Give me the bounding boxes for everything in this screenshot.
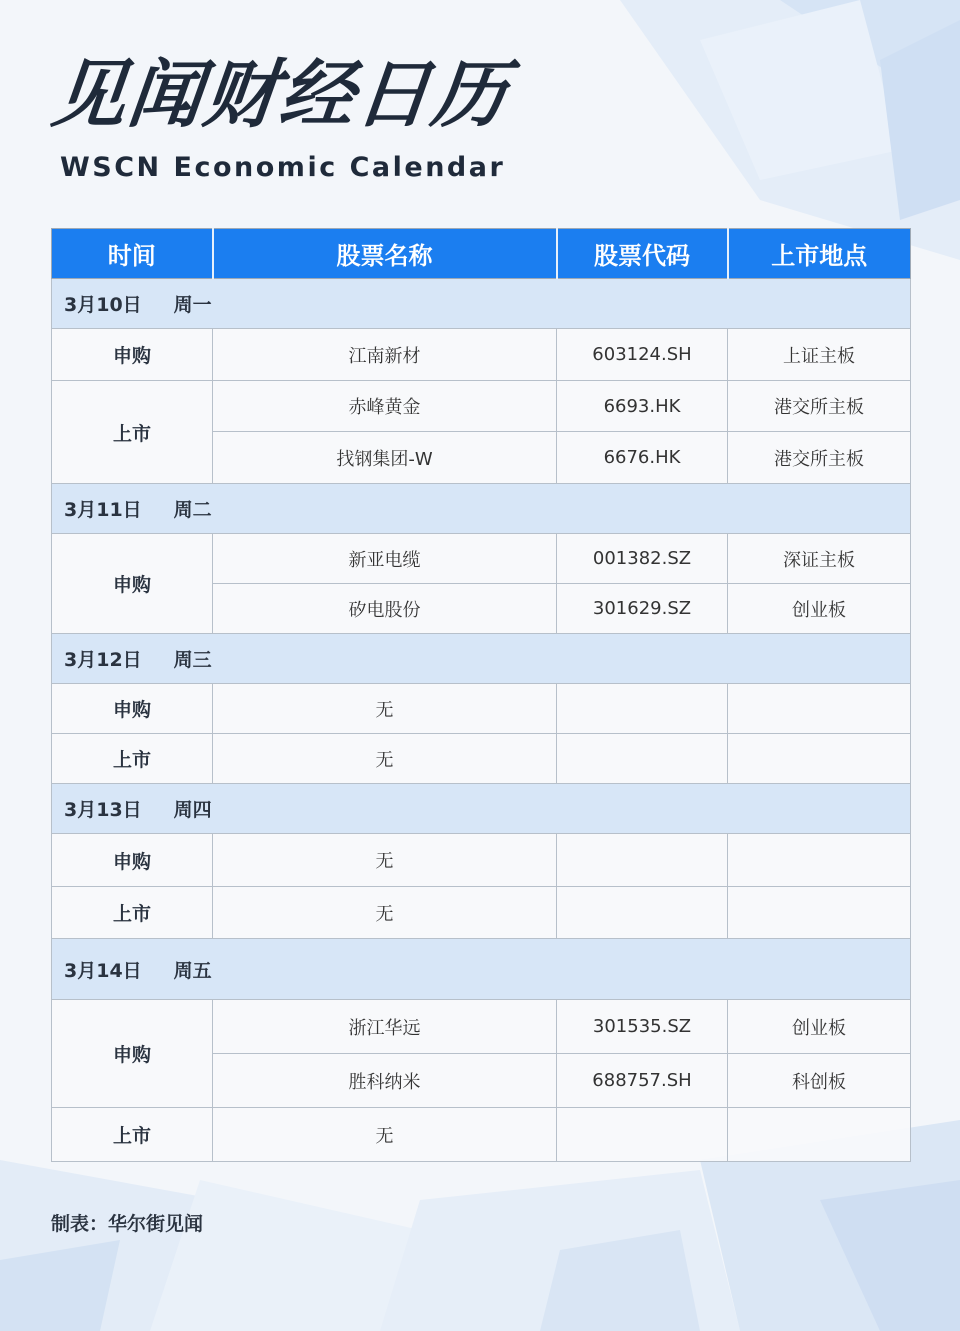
day-date: 3月10日 [64, 294, 142, 316]
day-header-cell [52, 634, 911, 684]
stock-name-cell: 无 [213, 684, 557, 734]
stock-code-cell [557, 887, 728, 939]
table-row [52, 381, 911, 432]
table-row [52, 734, 911, 784]
stock-name-cell: 胜科纳米 [213, 1054, 557, 1108]
stock-code-cell [557, 684, 728, 734]
table-body [52, 279, 911, 1162]
table-row [52, 534, 911, 584]
stock-code-cell [557, 734, 728, 784]
day-header-row [52, 939, 911, 1000]
table-row [52, 887, 911, 939]
column-header-stock-code: 股票代码 [557, 229, 728, 279]
event-type-cell: 上市 [52, 734, 213, 784]
table-row [52, 1108, 911, 1162]
stock-name-cell: 无 [213, 734, 557, 784]
day-header-row [52, 634, 911, 684]
page-subtitle: WSCN Economic Calendar [60, 152, 506, 183]
column-header-stock-name: 股票名称 [213, 229, 557, 279]
table-header-row [52, 229, 911, 279]
table-row [52, 834, 911, 887]
day-header-cell [52, 484, 911, 534]
ipo-calendar-table [51, 228, 911, 1162]
event-type-cell: 申购 [52, 329, 213, 381]
page-title: 见闻财经日历 [47, 52, 513, 138]
stock-code-cell: 6676.HK [557, 432, 728, 484]
stock-code-cell: 603124.SH [557, 329, 728, 381]
stock-name-cell: 浙江华远 [213, 1000, 557, 1054]
day-header-row [52, 784, 911, 834]
listing-venue-cell: 深证主板 [728, 534, 911, 584]
event-type-cell: 申购 [52, 534, 213, 634]
listing-venue-cell: 港交所主板 [728, 381, 911, 432]
listing-venue-cell: 港交所主板 [728, 432, 911, 484]
day-date: 3月11日 [64, 499, 142, 521]
listing-venue-cell [728, 684, 911, 734]
day-weekday: 周一 [173, 294, 212, 316]
listing-venue-cell [728, 1108, 911, 1162]
day-header-cell [52, 939, 911, 1000]
stock-code-cell: 6693.HK [557, 381, 728, 432]
event-type-cell: 上市 [52, 887, 213, 939]
day-weekday: 周二 [173, 499, 212, 521]
day-header-row [52, 279, 911, 329]
stock-code-cell: 301535.SZ [557, 1000, 728, 1054]
stock-name-cell: 找钢集团-W [213, 432, 557, 484]
stock-code-cell: 001382.SZ [557, 534, 728, 584]
column-header-time: 时间 [52, 229, 213, 279]
event-type-cell: 申购 [52, 684, 213, 734]
event-type-cell: 申购 [52, 1000, 213, 1108]
table-row [52, 1000, 911, 1054]
day-weekday: 周四 [173, 799, 212, 821]
day-date: 3月13日 [64, 799, 142, 821]
stock-code-cell [557, 834, 728, 887]
event-type-cell: 申购 [52, 834, 213, 887]
day-header-row [52, 484, 911, 534]
listing-venue-cell: 上证主板 [728, 329, 911, 381]
stock-code-cell: 688757.SH [557, 1054, 728, 1108]
table-row [52, 684, 911, 734]
stock-name-cell: 无 [213, 1108, 557, 1162]
stock-name-cell: 矽电股份 [213, 584, 557, 634]
stock-name-cell: 江南新材 [213, 329, 557, 381]
day-weekday: 周五 [173, 959, 212, 982]
stock-name-cell: 赤峰黄金 [213, 381, 557, 432]
listing-venue-cell [728, 834, 911, 887]
column-header-listing-venue: 上市地点 [728, 229, 911, 279]
day-date: 3月12日 [64, 649, 142, 671]
stock-name-cell: 无 [213, 887, 557, 939]
day-weekday: 周三 [173, 649, 212, 671]
day-header-cell [52, 784, 911, 834]
table-row [52, 329, 911, 381]
stock-code-cell: 301629.SZ [557, 584, 728, 634]
day-header-cell [52, 279, 911, 329]
stock-name-cell: 新亚电缆 [213, 534, 557, 584]
event-type-cell: 上市 [52, 381, 213, 484]
listing-venue-cell [728, 887, 911, 939]
stock-name-cell: 无 [213, 834, 557, 887]
footer-credit: 制表：华尔街见闻 [51, 1213, 204, 1235]
stock-code-cell [557, 1108, 728, 1162]
listing-venue-cell: 科创板 [728, 1054, 911, 1108]
listing-venue-cell [728, 734, 911, 784]
listing-venue-cell: 创业板 [728, 1000, 911, 1054]
day-date: 3月14日 [64, 959, 142, 982]
listing-venue-cell: 创业板 [728, 584, 911, 634]
event-type-cell: 上市 [52, 1108, 213, 1162]
